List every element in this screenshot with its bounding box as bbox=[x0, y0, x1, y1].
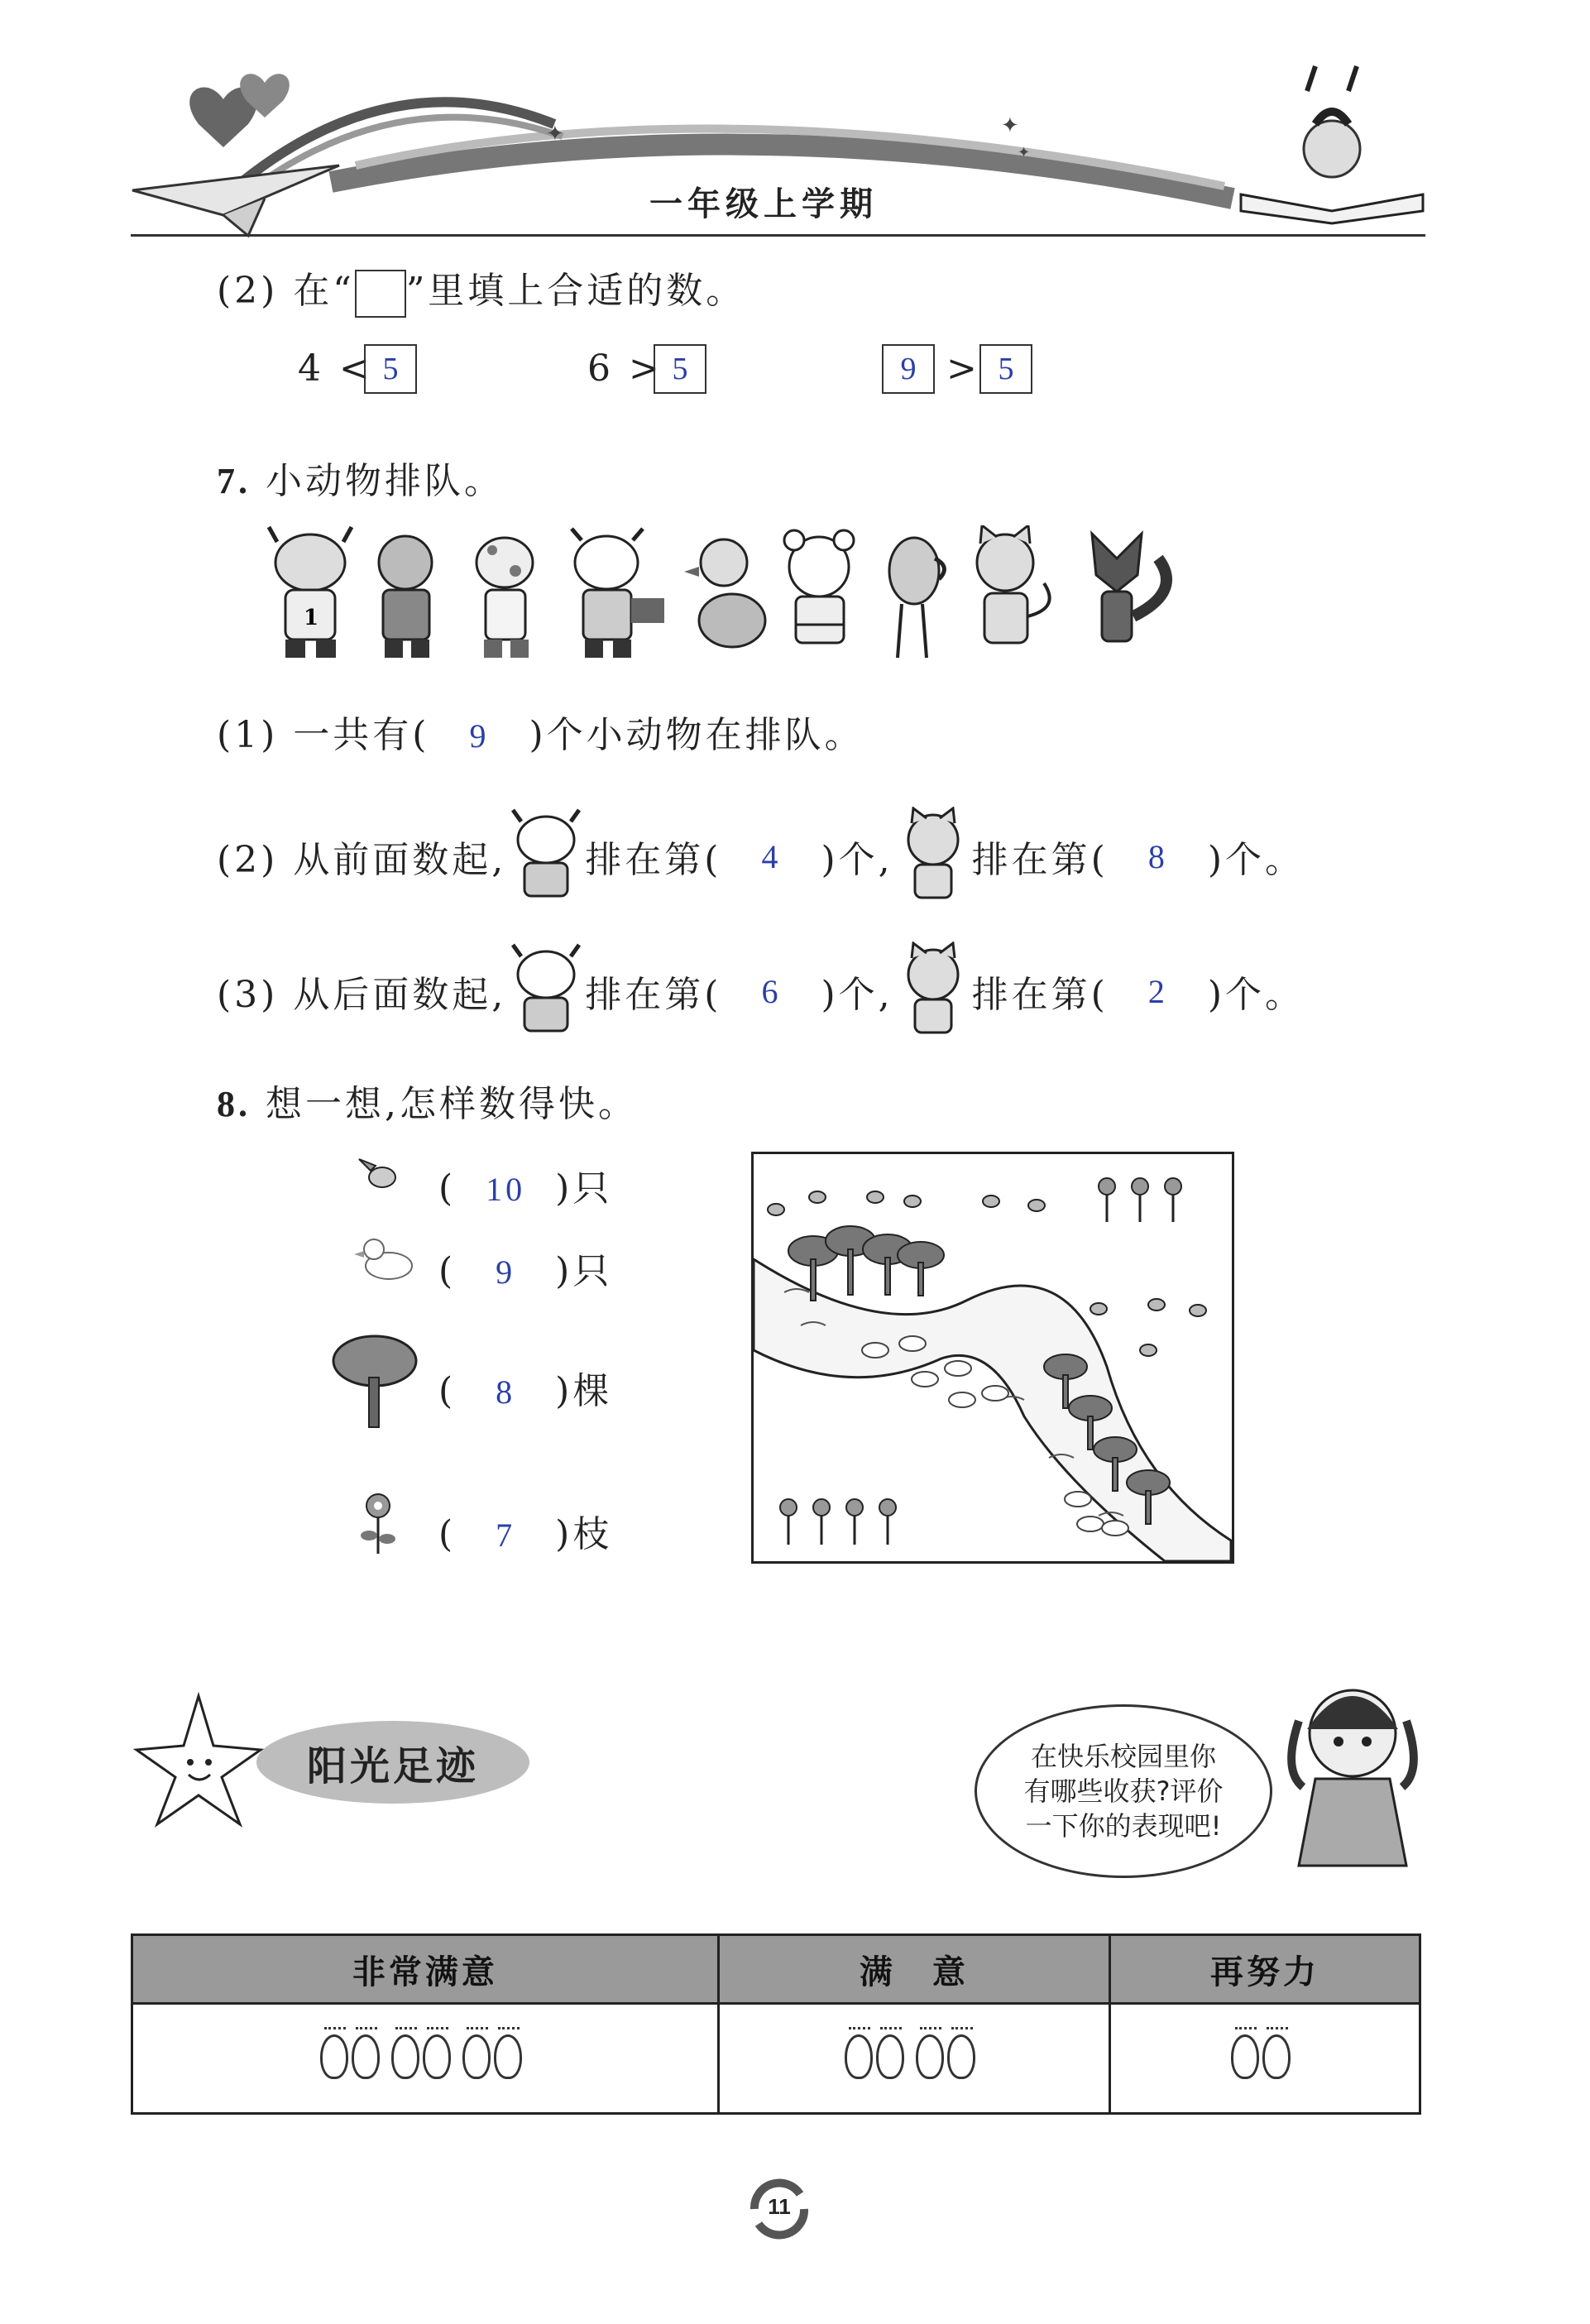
q7-part1-prefix: (1) 一共有( bbox=[217, 714, 430, 756]
foot-icon bbox=[845, 2034, 873, 2079]
q6-expr-3-second-box[interactable] bbox=[979, 344, 1032, 394]
q6-expr-3-first-box[interactable] bbox=[882, 344, 935, 394]
q7-part2-answer-1[interactable]: 4 bbox=[761, 837, 782, 875]
q8-duck-answer[interactable]: 9 bbox=[496, 1253, 516, 1291]
foot-icon bbox=[916, 2034, 944, 2079]
header-rule bbox=[131, 234, 1425, 237]
footprints-icon bbox=[845, 2034, 984, 2079]
q8-bird-answer[interactable]: 10 bbox=[486, 1171, 526, 1208]
animal-queue bbox=[265, 525, 1191, 666]
monkey-icon bbox=[379, 536, 432, 658]
q8-number: 8. bbox=[217, 1084, 251, 1124]
q7-part3-mid2: )个, bbox=[821, 974, 893, 1016]
q8-row-flower: ( 7 )枝 bbox=[438, 1513, 613, 1555]
svg-text:1: 1 bbox=[304, 606, 319, 630]
bubble-line-3: 一下你的表现吧! bbox=[1025, 1810, 1222, 1842]
q6-expr-1-answer-box[interactable] bbox=[364, 344, 417, 394]
duck-icon bbox=[684, 539, 765, 647]
q7-part3 bbox=[217, 942, 1305, 1041]
q6-expr-1-left: 4 < bbox=[298, 347, 373, 390]
foot-icon bbox=[462, 2034, 491, 2079]
blank-box-sample bbox=[355, 270, 406, 318]
bubble-line-1: 在快乐校园里你 bbox=[1030, 1741, 1216, 1772]
duck-icon bbox=[349, 1233, 415, 1282]
q6-expr-2-answer-box[interactable] bbox=[654, 344, 706, 394]
q8-heading bbox=[217, 1074, 638, 1127]
q7-part3-answer-1[interactable]: 6 bbox=[761, 972, 782, 1010]
q8-row-bird: ( 10 )只 bbox=[438, 1167, 613, 1210]
foot-icon bbox=[352, 2034, 380, 2079]
q7-part1-suffix: )个小动物在排队。 bbox=[529, 714, 864, 756]
rating-header-very-satisfied: 非常满意 bbox=[132, 1935, 719, 2004]
rating-header-try-harder: 再努力 bbox=[1110, 1935, 1420, 2004]
q7-part2-prefix: (2) 从前面数起, bbox=[217, 839, 507, 881]
fox-icon bbox=[1092, 534, 1166, 641]
foot-icon bbox=[1231, 2034, 1259, 2079]
flower-icon bbox=[357, 1489, 399, 1555]
goat-icon bbox=[506, 942, 585, 1041]
q7-part1 bbox=[217, 705, 864, 758]
rating-cell-try-harder[interactable] bbox=[1110, 2004, 1420, 2114]
q7-part3-suffix: )个。 bbox=[1207, 974, 1305, 1016]
q6-expr-3-first: 9 bbox=[900, 352, 917, 386]
q7-part2-mid2: )个, bbox=[821, 839, 893, 881]
goat-icon bbox=[506, 807, 585, 906]
header-title: 一年级上学期 bbox=[649, 185, 878, 223]
footprints-icon bbox=[320, 2034, 530, 2079]
dog-icon bbox=[477, 538, 533, 658]
sunshine-title-badge bbox=[256, 1721, 529, 1804]
q7-title: 小动物排队。 bbox=[266, 460, 504, 502]
q6-expr-1-answer: 5 bbox=[382, 352, 399, 386]
foot-icon bbox=[947, 2034, 975, 2079]
counting-scene-picture bbox=[751, 1152, 1234, 1564]
q8-tree-unit: 棵 bbox=[572, 1370, 613, 1412]
q7-part2-mid: 排在第( bbox=[585, 839, 722, 881]
svg-text:✦: ✦ bbox=[1018, 144, 1031, 161]
q7-part1-answer[interactable]: 9 bbox=[469, 717, 490, 755]
q7-part3-prefix: (3) 从后面数起, bbox=[217, 974, 507, 1016]
q8-tree-answer[interactable]: 8 bbox=[496, 1373, 516, 1411]
q8-duck-unit: 只 bbox=[572, 1250, 613, 1292]
q7-part2 bbox=[217, 807, 1305, 906]
footprints-icon bbox=[1231, 2034, 1299, 2079]
q7-part2-answer-2[interactable]: 8 bbox=[1147, 837, 1168, 875]
q6-expr-3-second: 5 bbox=[998, 352, 1014, 386]
q6-expr-2-answer: 5 bbox=[672, 352, 688, 386]
q8-bird-unit: 只 bbox=[572, 1167, 613, 1210]
sunshine-title: 阳光足迹 bbox=[306, 1742, 479, 1790]
foot-icon bbox=[423, 2034, 451, 2079]
page-number: 11 bbox=[768, 2194, 791, 2219]
star-mascot-icon bbox=[132, 1688, 265, 1837]
q6-expr-2-left: 6 > bbox=[587, 347, 663, 390]
q7-part3-mid3: 排在第( bbox=[971, 974, 1109, 1016]
foot-icon bbox=[320, 2034, 348, 2079]
cat-icon bbox=[893, 942, 972, 1041]
bear-icon bbox=[784, 530, 854, 643]
cat-icon bbox=[893, 807, 972, 906]
speech-bubble bbox=[975, 1704, 1272, 1878]
bubble-line-2: 有哪些收获?评价 bbox=[1023, 1775, 1224, 1807]
q7-part2-suffix: )个。 bbox=[1207, 839, 1305, 881]
goat-icon bbox=[572, 529, 664, 658]
q7-number: 7. bbox=[217, 461, 251, 501]
rating-cell-very-satisfied[interactable] bbox=[132, 2004, 719, 2114]
rating-cell-satisfied[interactable] bbox=[718, 2004, 1109, 2114]
q8-row-tree: ( 8 )棵 bbox=[438, 1370, 613, 1412]
q7-part2-mid3: 排在第( bbox=[971, 839, 1109, 881]
foot-icon bbox=[391, 2034, 419, 2079]
svg-text:✦: ✦ bbox=[546, 122, 564, 146]
parrot-icon bbox=[889, 538, 944, 658]
q8-title: 想一想,怎样数得快。 bbox=[266, 1083, 638, 1125]
cow-icon bbox=[269, 527, 352, 658]
foot-icon bbox=[1262, 2034, 1291, 2079]
foot-icon bbox=[876, 2034, 904, 2079]
rating-table bbox=[131, 1933, 1421, 2115]
cat-icon bbox=[977, 525, 1050, 643]
q6-part2-text: (2) 在“ ”里填上合适的数。 bbox=[217, 261, 745, 318]
tree-icon bbox=[329, 1332, 420, 1431]
q7-heading bbox=[217, 451, 504, 504]
q7-part3-answer-2[interactable]: 2 bbox=[1147, 972, 1168, 1010]
svg-text:✦: ✦ bbox=[1001, 113, 1019, 138]
foot-icon bbox=[494, 2034, 522, 2079]
q8-row-duck: ( 9 )只 bbox=[438, 1250, 613, 1292]
q6-expr-3-op: > bbox=[946, 347, 980, 390]
q8-flower-answer[interactable]: 7 bbox=[496, 1517, 516, 1554]
bird-icon bbox=[356, 1154, 405, 1196]
q7-part3-mid: 排在第( bbox=[585, 974, 722, 1016]
girl-mascot-icon bbox=[1274, 1671, 1431, 1870]
rating-header-satisfied: 满 意 bbox=[718, 1935, 1109, 2004]
q8-flower-unit: 枝 bbox=[572, 1513, 613, 1555]
